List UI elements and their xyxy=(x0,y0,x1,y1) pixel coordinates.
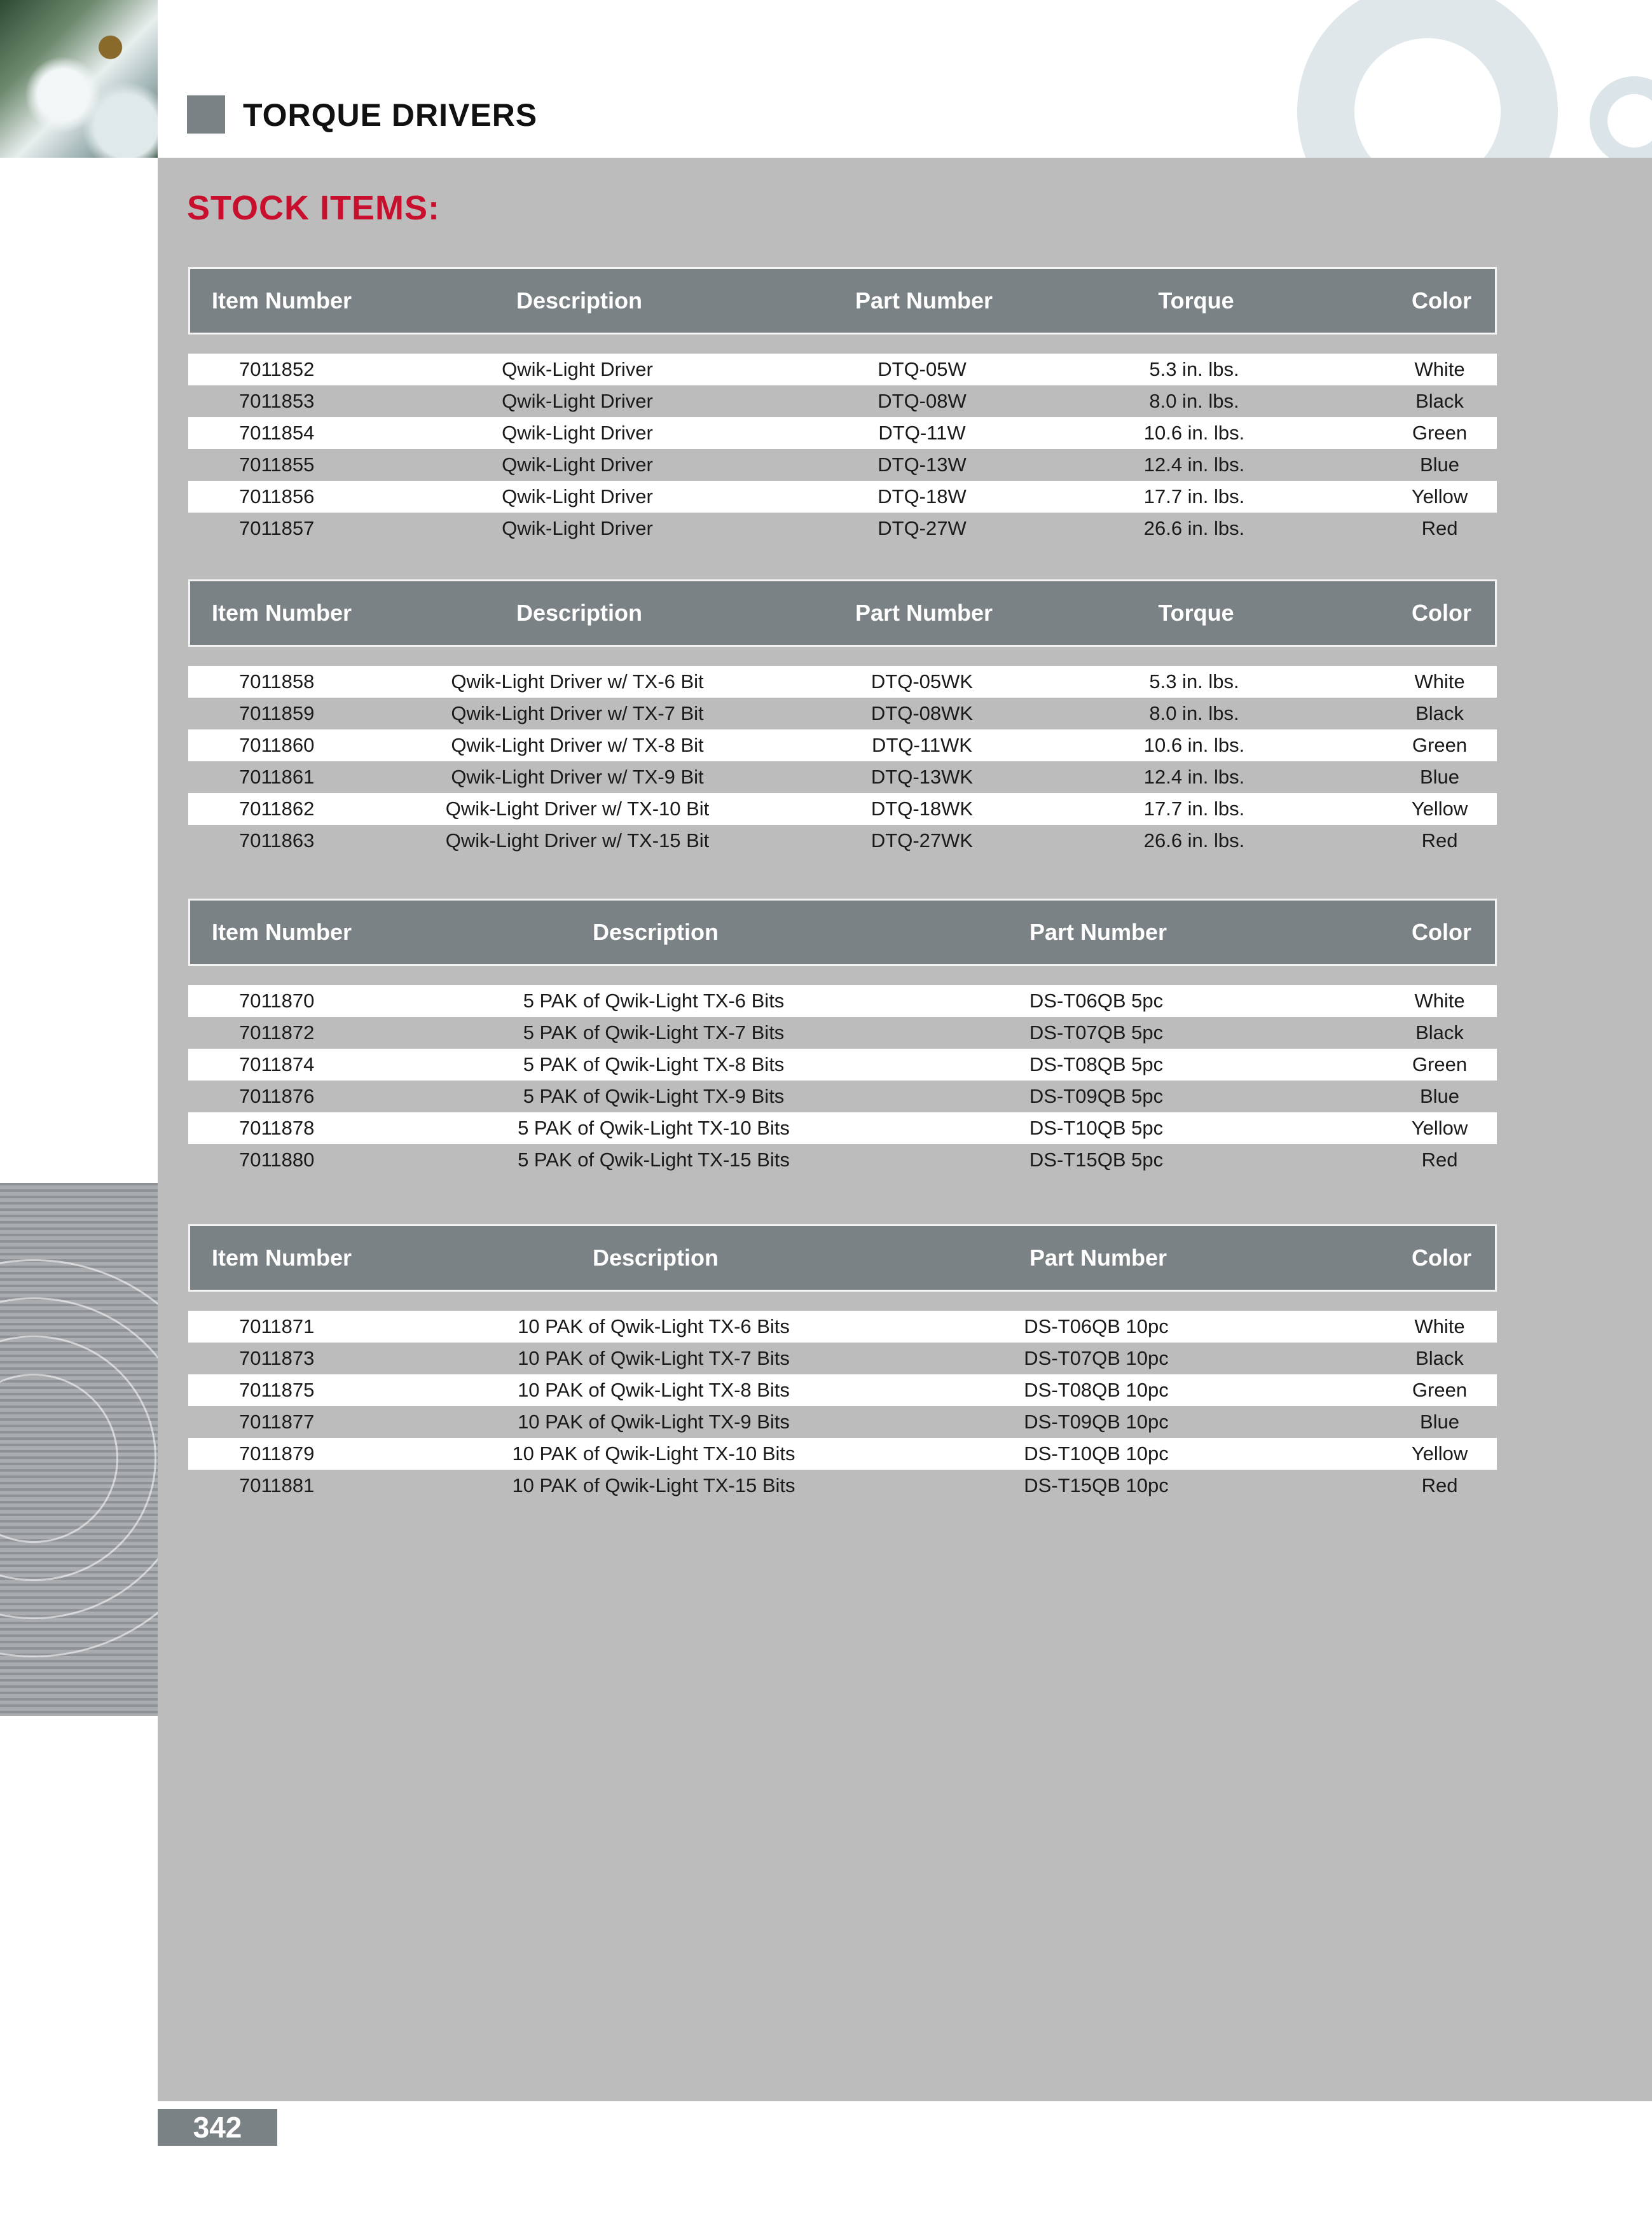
header-item-number: Item Number xyxy=(212,1245,352,1271)
cell-item-number: 7011853 xyxy=(239,390,315,412)
cell-part-number: DTQ-11WK xyxy=(872,734,972,756)
cell-description: 10 PAK of Qwik-Light TX-10 Bits xyxy=(512,1442,795,1465)
cell-description: Qwik-Light Driver w/ TX-8 Bit xyxy=(451,734,704,756)
cell-color: Yellow xyxy=(1411,485,1468,508)
cell-torque: 17.7 in. lbs. xyxy=(1143,798,1245,820)
cell-part-number: DTQ-27WK xyxy=(871,829,974,852)
cell-color: Red xyxy=(1421,829,1458,852)
cell-part-number: DTQ-13W xyxy=(878,453,967,476)
table-row xyxy=(188,985,1497,1017)
header-part-number: Part Number xyxy=(855,287,993,314)
cell-torque: 8.0 in. lbs. xyxy=(1149,390,1239,412)
header-color: Color xyxy=(1412,1245,1471,1271)
cell-torque: 10.6 in. lbs. xyxy=(1143,734,1245,756)
cell-color: Blue xyxy=(1419,1085,1460,1107)
cell-color: Yellow xyxy=(1411,1442,1468,1465)
cell-torque: 26.6 in. lbs. xyxy=(1143,829,1245,852)
table-row xyxy=(188,1112,1497,1144)
table-row xyxy=(188,666,1497,698)
cell-torque: 17.7 in. lbs. xyxy=(1143,485,1245,508)
cell-item-number: 7011877 xyxy=(239,1411,315,1433)
cell-torque: 12.4 in. lbs. xyxy=(1143,766,1245,788)
cell-description: 5 PAK of Qwik-Light TX-9 Bits xyxy=(523,1085,785,1107)
table-row xyxy=(188,1438,1497,1470)
cell-description: 10 PAK of Qwik-Light TX-9 Bits xyxy=(518,1411,790,1433)
header-photo xyxy=(0,0,158,158)
cell-torque: 5.3 in. lbs. xyxy=(1149,670,1239,693)
stock-table xyxy=(188,899,1497,1176)
cell-item-number: 7011857 xyxy=(239,517,315,539)
decorative-arc xyxy=(1590,76,1652,165)
cell-item-number: 7011875 xyxy=(239,1379,315,1401)
cell-item-number: 7011881 xyxy=(239,1474,315,1496)
cell-description: Qwik-Light Driver w/ TX-6 Bit xyxy=(451,670,704,693)
header-description: Description xyxy=(592,919,719,945)
table-row xyxy=(188,1049,1497,1081)
cell-part-number: DS-T08QB 5pc xyxy=(1029,1053,1164,1075)
cell-part-number: DS-T07QB 5pc xyxy=(1029,1021,1164,1044)
cell-description: Qwik-Light Driver xyxy=(502,358,653,380)
cell-part-number: DTQ-11W xyxy=(878,422,966,444)
cell-item-number: 7011861 xyxy=(239,766,315,788)
cell-description: Qwik-Light Driver xyxy=(502,453,653,476)
cell-color: Yellow xyxy=(1411,798,1468,820)
table-row xyxy=(188,825,1497,857)
cell-part-number: DS-T06QB 10pc xyxy=(1024,1315,1169,1337)
cell-color: White xyxy=(1414,670,1465,693)
table-body xyxy=(188,1311,1497,1502)
header-description: Description xyxy=(516,600,643,626)
table-row xyxy=(188,481,1497,513)
cell-item-number: 7011860 xyxy=(239,734,315,756)
cell-description: 5 PAK of Qwik-Light TX-15 Bits xyxy=(518,1149,790,1171)
table-row xyxy=(188,1311,1497,1343)
cell-part-number: DTQ-18WK xyxy=(871,798,974,820)
cell-item-number: 7011855 xyxy=(239,453,315,476)
stock-table xyxy=(188,267,1497,544)
cell-description: Qwik-Light Driver xyxy=(502,422,653,444)
cell-part-number: DS-T06QB 5pc xyxy=(1029,990,1164,1012)
table-row xyxy=(188,1081,1497,1112)
cell-color: Green xyxy=(1412,734,1468,756)
cell-description: Qwik-Light Driver w/ TX-10 Bit xyxy=(445,798,710,820)
stock-table xyxy=(188,579,1497,857)
cell-color: Green xyxy=(1412,1379,1468,1401)
cell-item-number: 7011876 xyxy=(239,1085,315,1107)
cell-torque: 8.0 in. lbs. xyxy=(1149,702,1239,724)
table-row xyxy=(188,761,1497,793)
cell-item-number: 7011873 xyxy=(239,1347,315,1369)
table-row xyxy=(188,417,1497,449)
cell-description: 10 PAK of Qwik-Light TX-6 Bits xyxy=(518,1315,790,1337)
side-pattern xyxy=(0,1183,158,1716)
cell-description: Qwik-Light Driver xyxy=(502,485,653,508)
cell-description: Qwik-Light Driver xyxy=(502,390,653,412)
header-torque: Torque xyxy=(1158,600,1234,626)
cell-part-number: DS-T08QB 10pc xyxy=(1024,1379,1169,1401)
cell-description: 10 PAK of Qwik-Light TX-8 Bits xyxy=(518,1379,790,1401)
cell-part-number: DS-T10QB 10pc xyxy=(1024,1442,1169,1465)
header-item-number: Item Number xyxy=(212,600,352,626)
cell-item-number: 7011858 xyxy=(239,670,315,693)
cell-part-number: DS-T10QB 5pc xyxy=(1029,1117,1164,1139)
section-title: STOCK ITEMS: xyxy=(187,189,441,227)
cell-item-number: 7011854 xyxy=(239,422,315,444)
cell-part-number: DTQ-05WK xyxy=(871,670,974,693)
cell-item-number: 7011880 xyxy=(239,1149,315,1171)
cell-color: Blue xyxy=(1419,1411,1460,1433)
cell-item-number: 7011870 xyxy=(239,990,315,1012)
header-description: Description xyxy=(592,1245,719,1271)
table-row xyxy=(188,1406,1497,1438)
page-number: 342 xyxy=(158,2109,277,2146)
cell-description: 5 PAK of Qwik-Light TX-6 Bits xyxy=(523,990,785,1012)
table-header xyxy=(188,1224,1497,1292)
table-body xyxy=(188,985,1497,1176)
cell-part-number: DS-T15QB 5pc xyxy=(1029,1149,1164,1171)
table-row xyxy=(188,513,1497,544)
cell-part-number: DTQ-27W xyxy=(878,517,967,539)
cell-part-number: DS-T07QB 10pc xyxy=(1024,1347,1169,1369)
header-item-number: Item Number xyxy=(212,287,352,314)
header-color: Color xyxy=(1412,287,1471,314)
cell-color: Yellow xyxy=(1411,1117,1468,1139)
header-color: Color xyxy=(1412,600,1471,626)
table-header xyxy=(188,267,1497,335)
table-row xyxy=(188,1144,1497,1176)
table-row xyxy=(188,698,1497,729)
header-item-number: Item Number xyxy=(212,919,352,945)
cell-item-number: 7011878 xyxy=(239,1117,315,1139)
cell-torque: 12.4 in. lbs. xyxy=(1143,453,1245,476)
table-row xyxy=(188,449,1497,481)
cell-torque: 26.6 in. lbs. xyxy=(1143,517,1245,539)
cell-part-number: DTQ-18W xyxy=(878,485,967,508)
cell-item-number: 7011872 xyxy=(239,1021,315,1044)
cell-color: Red xyxy=(1421,1149,1458,1171)
cell-color: Blue xyxy=(1419,453,1460,476)
cell-part-number: DS-T09QB 5pc xyxy=(1029,1085,1164,1107)
cell-item-number: 7011859 xyxy=(239,702,315,724)
table-row xyxy=(188,1343,1497,1374)
cell-item-number: 7011863 xyxy=(239,829,315,852)
cell-color: Black xyxy=(1415,390,1464,412)
cell-color: White xyxy=(1414,358,1465,380)
table-row xyxy=(188,793,1497,825)
cell-description: Qwik-Light Driver xyxy=(502,517,653,539)
cell-part-number: DS-T09QB 10pc xyxy=(1024,1411,1169,1433)
cell-color: Green xyxy=(1412,422,1468,444)
cell-item-number: 7011862 xyxy=(239,798,315,820)
cell-part-number: DTQ-08WK xyxy=(871,702,974,724)
cell-color: Blue xyxy=(1419,766,1460,788)
cell-part-number: DTQ-13WK xyxy=(871,766,974,788)
cell-description: Qwik-Light Driver w/ TX-7 Bit xyxy=(451,702,704,724)
table-row xyxy=(188,729,1497,761)
cell-color: White xyxy=(1414,990,1465,1012)
cell-torque: 5.3 in. lbs. xyxy=(1149,358,1239,380)
table-header xyxy=(188,899,1497,966)
cell-item-number: 7011856 xyxy=(239,485,315,508)
cell-description: Qwik-Light Driver w/ TX-15 Bit xyxy=(445,829,710,852)
header-part-number: Part Number xyxy=(855,600,993,626)
table-body xyxy=(188,666,1497,857)
cell-item-number: 7011871 xyxy=(239,1315,315,1337)
cell-description: Qwik-Light Driver w/ TX-9 Bit xyxy=(451,766,704,788)
table-row xyxy=(188,385,1497,417)
header-description: Description xyxy=(516,287,643,314)
cell-description: 5 PAK of Qwik-Light TX-10 Bits xyxy=(518,1117,790,1139)
cell-item-number: 7011879 xyxy=(239,1442,315,1465)
table-row xyxy=(188,1470,1497,1502)
cell-torque: 10.6 in. lbs. xyxy=(1143,422,1245,444)
cell-item-number: 7011874 xyxy=(239,1053,315,1075)
table-header xyxy=(188,579,1497,647)
table-row xyxy=(188,354,1497,385)
cell-description: 5 PAK of Qwik-Light TX-7 Bits xyxy=(523,1021,785,1044)
header-part-number: Part Number xyxy=(1029,1245,1167,1271)
cell-color: Green xyxy=(1412,1053,1468,1075)
cell-color: Black xyxy=(1415,1021,1464,1044)
page-title: TORQUE DRIVERS xyxy=(243,97,538,133)
table-body xyxy=(188,354,1497,544)
cell-part-number: DTQ-08W xyxy=(878,390,967,412)
header-torque: Torque xyxy=(1158,287,1234,314)
cell-part-number: DTQ-05W xyxy=(878,358,967,380)
stock-table xyxy=(188,1224,1497,1502)
table-row xyxy=(188,1017,1497,1049)
cell-part-number: DS-T15QB 10pc xyxy=(1024,1474,1169,1496)
cell-color: White xyxy=(1414,1315,1465,1337)
cell-description: 10 PAK of Qwik-Light TX-15 Bits xyxy=(512,1474,795,1496)
header-color: Color xyxy=(1412,919,1471,945)
cell-color: Black xyxy=(1415,1347,1464,1369)
cell-color: Red xyxy=(1421,1474,1458,1496)
header-marker xyxy=(187,95,225,134)
cell-color: Red xyxy=(1421,517,1458,539)
cell-description: 5 PAK of Qwik-Light TX-8 Bits xyxy=(523,1053,785,1075)
header-part-number: Part Number xyxy=(1029,919,1167,945)
cell-color: Black xyxy=(1415,702,1464,724)
cell-description: 10 PAK of Qwik-Light TX-7 Bits xyxy=(518,1347,790,1369)
table-row xyxy=(188,1374,1497,1406)
cell-item-number: 7011852 xyxy=(239,358,315,380)
